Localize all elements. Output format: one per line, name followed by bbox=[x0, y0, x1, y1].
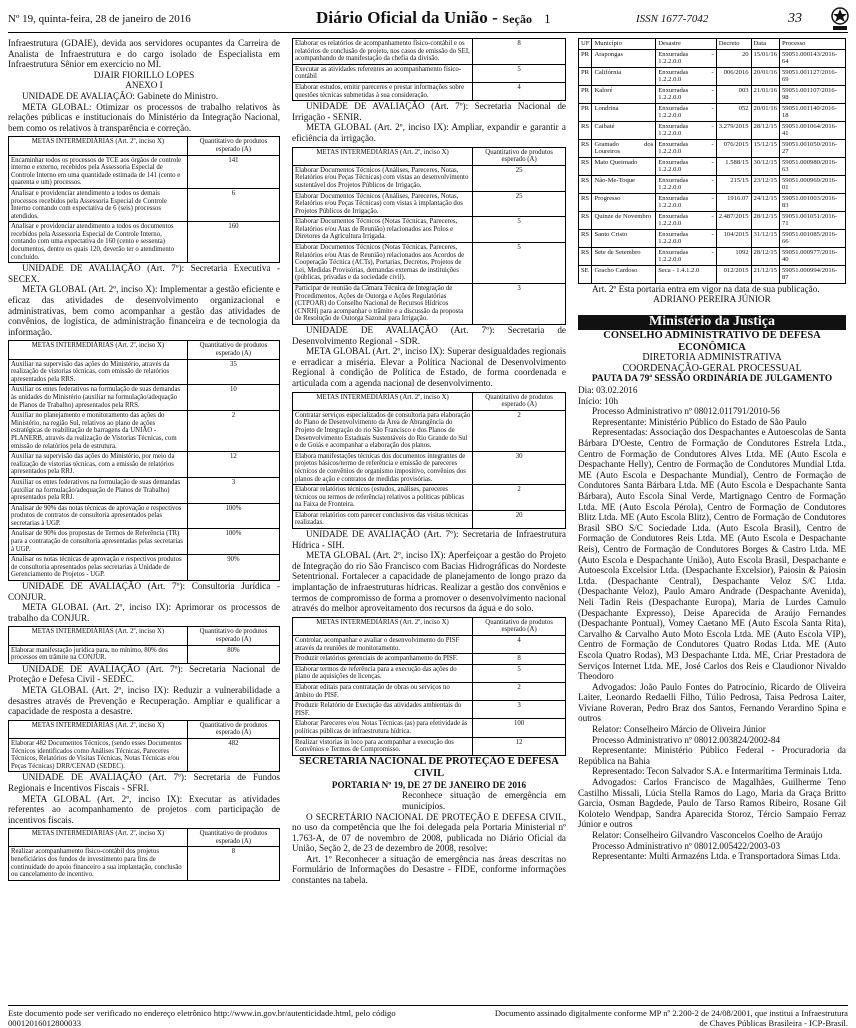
table-row bbox=[9, 411, 280, 452]
column-header: Processo bbox=[780, 39, 846, 50]
municipality-cell: Não-Me-Toque bbox=[592, 175, 656, 193]
state-cell: RS bbox=[579, 139, 592, 157]
qty-header: Quantitativo de produtos esperado (A) bbox=[187, 627, 279, 645]
process-representative: Representante: Ministério Público Federal - Procuradoria da República na Bahia bbox=[578, 745, 846, 766]
decree-cell: 006/2016 bbox=[716, 67, 751, 85]
portaria-article-2: Art. 2º Esta portaria entra em vigor na data de sua publicação. bbox=[592, 283, 820, 294]
decree-cell: 20 bbox=[716, 49, 751, 67]
goal-quantity: 3 bbox=[187, 477, 279, 503]
table-row bbox=[579, 121, 846, 139]
portaria-ementa: Reconhece situação de emergência em municípios. bbox=[402, 790, 566, 811]
issue-date: Nº 19, quinta-feira, 28 de janeiro de 2016 bbox=[8, 13, 191, 25]
qty-header: Quantitativo de produtos esperado (A) bbox=[473, 392, 566, 410]
verification-note: Este documento pode ser verificado no endereço eletrônico http://www.in.gov.br/autenticidade.html, pelo código 00012016012800033 bbox=[8, 1008, 396, 1028]
table-row bbox=[9, 847, 280, 880]
goals-header: METAS INTERMEDIÁRIAS (Art. 2º, inciso X) bbox=[9, 627, 188, 645]
unit-goal: META GLOBAL (Art. 2º, inciso X): Implementar a gestão eficiente e eficaz das atividades de desenvolvimento organizacional e administrativas, bem como acompanhar a gestão das atividades de convênios, de logística, de administração financeira e de tecnologia da informação. bbox=[8, 284, 280, 337]
disaster-cell: Enxurradas - 1.2.2.0.0 bbox=[656, 67, 716, 85]
goal-quantity: 482 bbox=[187, 738, 279, 771]
process-number: Processo Administrativo nº 08012.005422/2003-03 bbox=[592, 840, 781, 851]
goal-description: Encaminhar todos os processos de TCE aos órgãos de controle interno e externo, recebidos pela Assessoria Especial de Controle Interno em uma quantidade estimada de 141 (cento e quarenta e um) processos. bbox=[9, 155, 188, 188]
column-header: Desastre bbox=[656, 39, 716, 50]
decree-cell: 012/2015 bbox=[716, 265, 751, 283]
goal-quantity: 20 bbox=[473, 510, 566, 528]
decree-cell: 1916.07 bbox=[716, 193, 751, 211]
decree-cell: 076/2015 bbox=[716, 139, 751, 157]
date-cell: 30/12/15 bbox=[751, 157, 779, 175]
goal-quantity: 90% bbox=[187, 555, 279, 581]
table-row bbox=[579, 211, 846, 229]
qty-header: Quantitativo de produtos esperado (A) bbox=[187, 137, 279, 155]
state-cell: RS bbox=[579, 193, 592, 211]
municipality-cell: Califórnia bbox=[592, 67, 656, 85]
table-row bbox=[293, 636, 566, 654]
qty-header: Quantitativo de produtos esperado (A) bbox=[187, 341, 279, 359]
process-cell: 59051.000977/2016-40 bbox=[780, 247, 846, 265]
disaster-cell: Enxurradas - 1.2.2.0.0 bbox=[656, 175, 716, 193]
municipality-cell: Santo Cristo bbox=[592, 229, 656, 247]
goal-quantity: 8 bbox=[187, 847, 279, 880]
process-cell: 59051.001064/2016-41 bbox=[780, 121, 846, 139]
table-row bbox=[293, 701, 566, 719]
table-row bbox=[293, 64, 566, 82]
goals-header: METAS INTERMEDIÁRIAS (Art. 2º, inciso X) bbox=[293, 617, 473, 635]
goal-description: Auxiliar os entes federativos na formulação de suas demandas (auxiliar na formulação/adequação de Planos de Trabalho) apresentados pela RRJ. bbox=[9, 477, 188, 503]
decree-cell: 3.279/2015 bbox=[716, 121, 751, 139]
disaster-cell: Enxurradas - 1.2.2.0.0 bbox=[656, 211, 716, 229]
goal-description: Elaborar relatórios técnicos (estudos, análises, pareceres técnicos ou termos de referência) relativos a políticas públicas na Faixa de Fronteira. bbox=[293, 485, 473, 511]
process-rapporteur: Relator: Conselheiro Gilvandro Vasconcelos Coelho de Araújo bbox=[592, 830, 823, 840]
goal-quantity: 2 bbox=[473, 410, 566, 451]
table-row bbox=[293, 510, 566, 528]
goal-quantity: 25 bbox=[473, 191, 566, 217]
state-cell: RS bbox=[579, 247, 592, 265]
state-cell: PR bbox=[579, 67, 592, 85]
decree-cell: 003 bbox=[716, 85, 751, 103]
column-header: Data bbox=[751, 39, 779, 50]
date-cell: 21/12/15 bbox=[751, 265, 779, 283]
goal-quantity: 3 bbox=[473, 284, 566, 325]
table-row bbox=[579, 67, 846, 85]
session-date: Dia: 03.02.2016 bbox=[578, 385, 638, 396]
process-cell: 59051.000969/2016-01 bbox=[780, 175, 846, 193]
qty-header: Quantitativo de produtos esperado (A) bbox=[473, 617, 566, 635]
unit-title: UNIDADE DE AVALIAÇÃO: Gabinete do Ministro. bbox=[22, 90, 219, 101]
table-row bbox=[293, 682, 566, 700]
secretariat-title: SECRETARIA NACIONAL DE PROTEÇÃO E DEFESA CIVIL bbox=[299, 755, 559, 779]
date-cell: 20/01/16 bbox=[751, 67, 779, 85]
goal-quantity: 6 bbox=[187, 188, 279, 221]
date-cell: 24/12/15 bbox=[751, 193, 779, 211]
state-cell: RS bbox=[579, 229, 592, 247]
goal-description: Analisar e providenciar atendimento a todos os documentos recebidos pela Assessoria Especial de Controle Interno, contando com uma expectativa de 160 (cento e sessenta) documentos, dentre os quais 120, deverão ter o atendimento concluído. bbox=[9, 222, 188, 263]
goals-header: METAS INTERMEDIÁRIAS (Art. 2º, inciso X) bbox=[293, 392, 473, 410]
goals-header: METAS INTERMEDIÁRIAS (Art. 2º, inciso X) bbox=[9, 829, 188, 847]
municipality-cell: Arapongas bbox=[592, 49, 656, 67]
goal-quantity: 100% bbox=[187, 503, 279, 529]
process-cell: 59051.000143/2016-64 bbox=[780, 49, 846, 67]
goal-description: Analisar os notas técnicas de aprovação e respectivos produtos de consultoria apresentados pelas secretarias à Unidade de Gerenciamento de Projetos - UGP. bbox=[9, 555, 188, 581]
goals-table-continued bbox=[292, 38, 566, 101]
state-cell: RS bbox=[579, 121, 592, 139]
table-row bbox=[9, 503, 280, 529]
goal-description: Contratar serviços especializados de consultoria para elaboração do Plano de Desenvolvimento da Área de Abrangência do Projeto de Integração do rio São Francisco e dos Planos de Desenvolvimento Estaduais Sustentáveis do Rio Grande do Sul e de Goiás e acompanhar a elaboração dos planos. bbox=[293, 410, 473, 451]
org-coordination: COORDENAÇÃO-GERAL PROCESSUAL bbox=[622, 362, 802, 374]
goal-description: Produzir relatórios gerenciais de acompanhamento do PISF. bbox=[293, 654, 473, 665]
signer-name: DJAIR FIORILLO LOPES bbox=[93, 69, 195, 80]
date-cell: 28/12/15 bbox=[751, 121, 779, 139]
table-row bbox=[293, 410, 566, 451]
process-represented: Representadas: Associação dos Despachantes e Autoescolas de Santa Bárbara D'Oeste, Centro de Formação de Condutores Estrela Ltda., Centro de Formação de Condutores Alves Ltda. ME (Auto Escola e Despachante Helly), Centro de Formação de Condutores Mundial Ltda. ME (Auto Escola e Despachante Mundial), Centro de Formação de Condutores Santa Bárbara Ltda. ME (Auto Escola e Despachante Santa Bárbara), Auto Escola Sinal Verde, Martignago Centro de Formação Ltda. ME (Auto Escola Pérola), Centro de Formação de Condutores Blitz Ltda. ME (Auto Escola Blitz), Centro de Formação de Condutores Brasil SBO S/C Sociedade Ltda. (Auto Escola Brasil), Centro de Formação de Condutores Reis Ltda. ME (Auto Escola e Despachante Reis), Centro de Formação de Condutores Borges & Castro Ltda. ME (Auto Escola e Despachante União), Auto Escola Brasil, Despachante e Autoescola Excelsior Ltda. (Despachante Excelsior), Paiosin & Paiosin Ltda. (Despachante Central), Despachante Veloz S/C Ltda. (Despachante Veloz), Paulo Amaro Andrade (Despachante Avenida), Neli Tadin Reis (Despachante Europa), Maria de Lurdes Camulo (Despachante Expresso), Deise Aparecida de Araújo Fernandes (Despachante Pontual), Vomey Caetano ME (Auto Escola Santa Rita), Carvalho & Carvalho Auto Moto Escola Ltda. ME (Auto Escola VIP), Centro de Formação de Condutores Quatro Rodas Ltda. ME (Auto Escola Quatro Rodas), M3 Despachante Ltda. ME, Criar Prestadora de Serviços Internet Ltda. ME, José Carlos dos Reis e Claudionor Nivaldo Theodoro bbox=[578, 427, 846, 682]
table-row bbox=[9, 477, 280, 503]
municipality-cell: Caibaté bbox=[592, 121, 656, 139]
goal-quantity: 2 bbox=[187, 411, 279, 452]
emergency-table bbox=[578, 38, 846, 284]
page-number: 33 bbox=[788, 11, 802, 26]
state-cell: RS bbox=[579, 157, 592, 175]
table-row bbox=[579, 139, 846, 157]
goal-description: Participar de reunião da Câmara Técnica de Integração de Procedimentos, Ações de Outorga e Ações Regulatórias (CTPOAR) do Conselho Nacional de Recursos Hídricos (CNRH) para acompanhar o trâmite e a discussão da proposta de Resolução de Outorga Sazonal para Irrigação. bbox=[293, 284, 473, 325]
table-row bbox=[9, 385, 280, 411]
goals-header: METAS INTERMEDIÁRIAS (Art. 2º, inciso X) bbox=[293, 147, 473, 165]
goal-quantity: 3 bbox=[473, 701, 566, 719]
goal-quantity: 5 bbox=[473, 217, 566, 243]
unit-goal: META GLOBAL (Art. 2º, inciso IX): Superar desigualdades regionais e erradicar a miséria. Elevar a Política Nacional de Desenvolvimento Regional à condição de Política de Estado, de forma coordenada e articulada com a agenda nacional de desenvolvimento. bbox=[292, 346, 566, 388]
portaria-article-1: Art. 1º Reconhecer a situação de emergência nas áreas descritas no Formulário de Informações do Desastre - FIDE, conforme informações constantes na tabela. bbox=[292, 853, 566, 886]
date-cell: 15/01/16 bbox=[751, 49, 779, 67]
qty-header: Quantitativo de produtos esperado (A) bbox=[187, 720, 279, 738]
column-header: Município bbox=[592, 39, 656, 50]
table-row bbox=[293, 664, 566, 682]
table-row bbox=[9, 222, 280, 263]
goal-description: Elaborar manifestação jurídica para, no mínimo, 80% dos processos em trâmite na CONJUR. bbox=[9, 645, 188, 663]
goal-quantity: 35 bbox=[187, 359, 279, 385]
goals-header: METAS INTERMEDIÁRIAS (Art. 2º, inciso X) bbox=[9, 137, 188, 155]
unit-title: UNIDADE DE AVALIAÇÃO (Art. 7º): Secretaria de Desenvolvimento Regional - SDR. bbox=[292, 325, 566, 346]
column-1 bbox=[8, 38, 280, 881]
goal-description: Executar as atividades referentes ao acompanhamento físico-contábil bbox=[293, 64, 473, 82]
process-represented: Representado: Tecon Salvador S.A. e Intermarítima Terminais Ltda. bbox=[592, 766, 842, 777]
goal-description: Elaborar Documentos Técnicos (Análises, Pareceres, Notas, Relatórios e/ou Peças Técnicas) com vistas ao desenvolvimento sustentável dos Projetos Públicos de Irrigação. bbox=[293, 165, 473, 191]
goal-description: Elaborar Pareceres e/ou Notas Técnicas (as) para efetividade às políticas públicas de infraestrutura hídrica. bbox=[293, 719, 473, 737]
table-row bbox=[9, 359, 280, 385]
table-row bbox=[293, 451, 566, 484]
process-cell: 59051.000980/2016-63 bbox=[780, 157, 846, 175]
process-cell: 59051.001127/2016-69 bbox=[780, 67, 846, 85]
municipality-cell: Sete de Setembro bbox=[592, 247, 656, 265]
table-row bbox=[9, 188, 280, 221]
decree-cell: 1092 bbox=[716, 247, 751, 265]
org-directorate: DIRETORIA ADMINISTRATIVA bbox=[642, 352, 782, 364]
goal-quantity: 5 bbox=[473, 243, 566, 284]
portaria-title: PORTARIA Nº 19, DE 27 DE JANEIRO DE 2016 bbox=[331, 779, 527, 790]
table-row bbox=[293, 39, 566, 65]
municipality-cell: Quinze de Novembro bbox=[592, 211, 656, 229]
disaster-cell: Enxurradas - 1.2.2.0.0 bbox=[656, 103, 716, 121]
disaster-cell: Enxurradas - 1.2.2.0.0 bbox=[656, 49, 716, 67]
org-title: CONSELHO ADMINISTRATIVO DE DEFESA ECONÔMICA bbox=[603, 330, 821, 353]
process-representative: Representante: Ministério Público do Estado de São Paulo bbox=[592, 416, 807, 427]
process-number: Processo Administrativo nº 08012.003824/2002-84 bbox=[592, 734, 781, 745]
goal-description: Auxiliar na supervisão das ações do Ministério, através da realização de vistorias técnicas, com emissão de relatórios apresentados pela RRS. bbox=[9, 359, 188, 385]
goals-table bbox=[8, 136, 280, 263]
unit-goal: META GLOBAL (Art. 2º, inciso IX): Aperfeiçoar a gestão do Projeto de Integração do rio São Francisco com Bacias Hidrográficas do Nordeste Setentrional. Fortalecer a capacidade de planejamento de longo prazo da implantação de infraestruturas hídricas. Realizar a gestão dos convênios e termos de compromisso de forma a promover o desenvolvimento nacional através do melhor aproveitamento dos recursos da água e do solo. bbox=[292, 550, 566, 614]
goal-description: Elaborar termos de referência para a execução das ações do plano de aquisições de licenças. bbox=[293, 664, 473, 682]
goal-quantity: 4 bbox=[473, 636, 566, 654]
qty-header: Quantitativo de produtos esperado (A) bbox=[473, 147, 566, 165]
municipality-cell: Gracho Cardoso bbox=[592, 265, 656, 283]
column-header: UF bbox=[579, 39, 592, 50]
goal-quantity: 30 bbox=[473, 451, 566, 484]
unit-goal: META GLOBAL (Art. 2º, inciso IX): Aprimorar os processos de trabalho da CONJUR. bbox=[8, 602, 280, 623]
date-cell: 31/12/15 bbox=[751, 229, 779, 247]
decree-cell: 052 bbox=[716, 103, 751, 121]
goal-description: Elabora manifestações técnicas dos documentos integrantes de projetos básicos/termo de referência e emissão de pareceres técnicos de convênios de organismo impositivo, convênios dos planos de ação e contratos de medidas provisórias. bbox=[293, 451, 473, 484]
unit-title: UNIDADE DE AVALIAÇÃO (Art. 7º): Secretaria de Infraestrutura Hídrica - SIH. bbox=[292, 529, 566, 550]
table-row bbox=[579, 265, 846, 283]
municipality-cell: Progresso bbox=[592, 193, 656, 211]
goals-table bbox=[8, 720, 280, 773]
goal-quantity: 2 bbox=[473, 485, 566, 511]
decree-cell: 1.588/15 bbox=[716, 157, 751, 175]
table-row bbox=[9, 155, 280, 188]
page-footer bbox=[8, 1005, 848, 1028]
process-cell: 59051.001085/2016-66 bbox=[780, 229, 846, 247]
table-row bbox=[9, 645, 280, 663]
process-cell: 59051.001051/2016-71 bbox=[780, 211, 846, 229]
table-row bbox=[293, 165, 566, 191]
digital-signature-note: Documento assinado digitalmente conforme MP nº 2.200-2 de 24/08/2001, que institui a Infraestrutura de Chaves Públicas Brasileira - ICP-Brasil. bbox=[494, 1008, 848, 1028]
table-row bbox=[9, 738, 280, 771]
unit-title: UNIDADE DE AVALIAÇÃO (Art. 7º): Secretaria de Fundos Regionais e Incentivos Fiscais - SFRI. bbox=[8, 772, 280, 793]
goal-description: Elaborar 482 Documentos Técnicos, (sendo esses Documentos Técnicos identificados como Análises Técnicas, Pareceres Técnicos, Relatórios de Visitas Técnicas, Notas Técnicas e/ou Peças Técnicas) DRR/CENAD (SEDEC). bbox=[9, 738, 188, 771]
unit-goal: META GLOBAL (Art. 2º, inciso IX): Ampliar, expandir e garantir a eficiência da irrigação. bbox=[292, 122, 566, 143]
municipality-cell: Kaloré bbox=[592, 85, 656, 103]
state-cell: PR bbox=[579, 103, 592, 121]
goal-description: Elaborar Documentos Técnicos (Notas Técnicas, Pareceres, Relatórios e/ou Atas de Reunião) relacionados aos Polos e Diretores da Agricultura Irrigada. bbox=[293, 217, 473, 243]
ministry-banner: Ministério da Justiça bbox=[578, 315, 846, 331]
unit-goal: META GLOBAL: Otimizar os processos de trabalho relativos às relações públicas e institucionais do Ministério da Integração Nacional, bem como os relativos à transparência e correção. bbox=[8, 101, 280, 133]
goal-quantity: 4 bbox=[473, 82, 566, 100]
table-row bbox=[9, 529, 280, 555]
disaster-cell: Seca - 1.4.1.2.0 bbox=[656, 265, 716, 283]
goal-quantity: 100 bbox=[473, 719, 566, 737]
table-row bbox=[293, 485, 566, 511]
municipality-cell: Mato Queimado bbox=[592, 157, 656, 175]
goals-table bbox=[292, 617, 566, 756]
goal-description: Elaborar editais para contratação de obras ou serviços no âmbito do PISF. bbox=[293, 682, 473, 700]
qty-header: Quantitativo de produtos esperado (A) bbox=[187, 829, 279, 847]
publication-title bbox=[316, 8, 551, 28]
column-2 bbox=[292, 38, 566, 886]
goal-description: Elaborar estudos, emitir pareceres e prestar informações sobre questões técnicas submetidas à sua consideração. bbox=[293, 82, 473, 100]
table-row bbox=[579, 175, 846, 193]
goal-description: Auxiliar no planejamento e monitoramento das ações do Ministério, na região Sul, relativos ao plano de ações estratégicas de reabilitação de barragens da UNIÃO - PLANERB, através da realização de Vistorias Técnicas, com emissão de relatórios pela de estrutura. bbox=[9, 411, 188, 452]
goal-quantity: 12 bbox=[187, 452, 279, 478]
goal-quantity: 2 bbox=[473, 682, 566, 700]
goal-quantity: 100% bbox=[187, 529, 279, 555]
process-lawyers: Advogados: João Paulo Fontes do Patrocínio, Ricardo de Oliveira Laiter, Leonardo Redaelli Filho, Túlio Pedrosa, Taisa Pedrosa Laiter, Viviane Roveran, Pedro Braz dos Santos, Fernando Verardino Spina e outros bbox=[578, 681, 846, 724]
goal-description: Analisar de 90% dos propostas de Termos de Referência (TR) para a contratação de consultoria apresentadas pelas secretarias à UGP. bbox=[9, 529, 188, 555]
municipality-cell: Gramado dos Loureiros bbox=[592, 139, 656, 157]
column-3 bbox=[578, 38, 846, 862]
disaster-cell: Enxurradas - 1.2.2.0.0 bbox=[656, 193, 716, 211]
date-cell: 20/01/16 bbox=[751, 103, 779, 121]
municipality-cell: Londrina bbox=[592, 103, 656, 121]
table-row bbox=[579, 157, 846, 175]
goal-quantity: 25 bbox=[473, 165, 566, 191]
unit-title: UNIDADE DE AVALIAÇÃO (Art. 7º): Consultoria Jurídica - CONJUR. bbox=[8, 581, 280, 602]
table-row bbox=[293, 719, 566, 737]
process-representative: Representante: Multi Armazéns Ltda. e Transportadora Simas Ltda. bbox=[592, 851, 841, 862]
state-cell: PR bbox=[579, 85, 592, 103]
issn: ISSN 1677-7042 bbox=[636, 13, 709, 25]
disaster-cell: Enxurradas - 1.2.2.0.0 bbox=[656, 85, 716, 103]
goal-quantity: 8 bbox=[473, 654, 566, 665]
table-row bbox=[579, 229, 846, 247]
process-lawyers: Advogados: Carlos Francisco de Magalhães, Guilherme Teno Castilho Missali, Lúcia Stella Ramos do Lago, Maria da Graça Britto Garcia, Osman Bagdede, Paulo de Tarso Ramos Ribeiro, Rosane Gil Kolotelo Wendpap, Sandra Aparecida Storoz, Tércio Sampaio Ferraz Júnior e outros bbox=[578, 777, 846, 830]
table-row bbox=[293, 284, 566, 325]
goal-quantity: 141 bbox=[187, 155, 279, 188]
process-cell: 59051.001140/2016-18 bbox=[780, 103, 846, 121]
section-label: Seção bbox=[502, 12, 533, 26]
unit-title: UNIDADE DE AVALIAÇÃO (Art. 7º): Secretaria Executiva - SECEX. bbox=[8, 263, 280, 284]
table-row bbox=[9, 555, 280, 581]
unit-title: UNIDADE DE AVALIAÇÃO (Art. 7º): Secretaria Nacional de Irrigação - SENIR. bbox=[292, 101, 566, 122]
goal-quantity: 5 bbox=[473, 64, 566, 82]
table-row bbox=[579, 85, 846, 103]
table-row bbox=[293, 191, 566, 217]
column-header: Decreto bbox=[716, 39, 751, 50]
process-cell: 59051.000994/2016-87 bbox=[780, 265, 846, 283]
disaster-cell: Enxurradas - 1.2.2.0.0 bbox=[656, 247, 716, 265]
goal-description: Produzir Relatório de Execução das atividades ambientais do PISF. bbox=[293, 701, 473, 719]
unit-title: UNIDADE DE AVALIAÇÃO (Art. 7º): Secretaria Nacional de Proteção e Defesa Civil - SEDEC. bbox=[8, 663, 280, 685]
process-rapporteur: Relator: Conselheiro Márcio de Oliveira Júnior bbox=[592, 724, 766, 735]
goal-description: Elaborar Documentos Técnicos (Análises, Pareceres, Notas, Relatórios e/ou Peças Técnicas) com vistas à implantação dos Projetos Públicos de Irrigação. bbox=[293, 191, 473, 217]
goals-table bbox=[8, 828, 280, 881]
pauta-title: PAUTA DA 79ª SESSÃO ORDINÁRIA DE JULGAMENTO bbox=[591, 374, 833, 385]
goals-table bbox=[292, 147, 566, 325]
table-row bbox=[293, 82, 566, 100]
goal-description: Realizar acompanhamento físico-contábil dos projetos beneficiários dos fundos de investimento para fins de continuidade do apoio financeiro a sua implantação, conclusão ou cancelamento de incentivo. bbox=[9, 847, 188, 880]
table-row bbox=[293, 217, 566, 243]
date-cell: 15/12/15 bbox=[751, 139, 779, 157]
decree-cell: 215/15 bbox=[716, 175, 751, 193]
goal-description: Elaborar os relatórios de acompanhamento físico-contábil e os relatórios de conclusão de projeto, nos casos de emissão do SEI, acompanhando de manifestação da chefia da divisão. bbox=[293, 39, 473, 65]
section-number: 1 bbox=[544, 11, 551, 26]
coat-of-arms-icon bbox=[830, 6, 850, 32]
goals-header: METAS INTERMEDIÁRIAS (Art. 2º, inciso X) bbox=[9, 720, 188, 738]
process-number: Processo Administrativo nº 08012.011791/2010-56 bbox=[592, 406, 780, 417]
date-cell: 21/01/16 bbox=[751, 85, 779, 103]
table-row bbox=[579, 247, 846, 265]
table-row bbox=[579, 49, 846, 67]
table-row bbox=[293, 737, 566, 755]
state-cell: RS bbox=[579, 175, 592, 193]
intro-paragraph: Infraestrutura (GDAIE), devida aos servidores ocupantes da Carreira de Analista de Infraestrutura e do cargo isolado de Especialista em Infraestrutura Sênior em exercício no MI. bbox=[8, 38, 280, 70]
disaster-cell: Enxurradas - 1.2.2.0.0 bbox=[656, 157, 716, 175]
table-row bbox=[579, 103, 846, 121]
goals-header: METAS INTERMEDIÁRIAS (Art. 2º, inciso X) bbox=[9, 341, 188, 359]
goal-description: Analisar de 90% das notas técnicas de aprovação e respectivos produtos de contratos de consultoria apresentados pelas secretarias à UGP. bbox=[9, 503, 188, 529]
goal-quantity: 8 bbox=[473, 39, 566, 65]
goals-table bbox=[292, 392, 566, 530]
goal-description: Auxiliar os entes federativos na formulação de suas demandas às unidades do Ministério (auxiliar na formulação/adequação de Planos de Trabalho) apresentados pela RRS. bbox=[9, 385, 188, 411]
table-row bbox=[293, 243, 566, 284]
state-cell: RS bbox=[579, 211, 592, 229]
page-header bbox=[8, 8, 848, 33]
unit-goal: META GLOBAL (Art. 2º, inciso IX): Executar as atividades referentes ao acompanhamento de projetos com participação de incentivos fiscais. bbox=[8, 793, 280, 825]
disaster-cell: Enxurradas - 1.2.2.0.0 bbox=[656, 139, 716, 157]
title-text: Diário Oficial da União - bbox=[316, 8, 498, 27]
date-cell: 28/12/15 bbox=[751, 247, 779, 265]
disaster-cell: Enxurradas - 1.2.2.0.0 bbox=[656, 121, 716, 139]
table-row bbox=[9, 452, 280, 478]
goal-quantity: 10 bbox=[187, 385, 279, 411]
disaster-cell: Enxurradas - 1.2.2.0.0 bbox=[656, 229, 716, 247]
state-cell: PR bbox=[579, 49, 592, 67]
annex-title: ANEXO I bbox=[125, 80, 163, 91]
decree-cell: 104/2015 bbox=[716, 229, 751, 247]
process-cell: 59051.001050/2016-27 bbox=[780, 139, 846, 157]
portaria-body: O SECRETÁRIO NACIONAL DE PROTEÇÃO E DEFESA CIVIL, no uso da competência que lhe foi delegada pela Portaria Ministerial nº 1.763-A, de 07 de novembro de 2008, publicada no Diário Oficial da União, Seção 2, de 23 de dezembro de 2008, resolve: bbox=[292, 811, 566, 854]
goal-description: Analisar e providenciar atendimento a todos os demais processos recebidos pela Assessoria Especial de Controle Interno contando com expectativa de 6 (seis) processos atendidos. bbox=[9, 188, 188, 221]
goal-description: Controlar, acompanhar e avaliar o desenvolvimento do PISF através da reuniões de monitoramento. bbox=[293, 636, 473, 654]
goals-table bbox=[8, 626, 280, 663]
goal-quantity: 5 bbox=[473, 664, 566, 682]
goals-table bbox=[8, 340, 280, 581]
goal-description: Realizar vistorias in loco para acompanhar a execução dos Convênios e Termos de Compromisso. bbox=[293, 737, 473, 755]
table-row bbox=[293, 654, 566, 665]
table-row bbox=[579, 193, 846, 211]
table-header-row bbox=[579, 39, 846, 50]
process-cell: 59051.001003/2016-83 bbox=[780, 193, 846, 211]
signer-name: ADRIANO PEREIRA JÚNIOR bbox=[653, 294, 771, 305]
goal-quantity: 12 bbox=[473, 737, 566, 755]
state-cell: SE bbox=[579, 265, 592, 283]
date-cell: 23/12/15 bbox=[751, 175, 779, 193]
process-cell: 59051.001107/2016-98 bbox=[780, 85, 846, 103]
date-cell: 28/12/15 bbox=[751, 211, 779, 229]
decree-cell: 2.487/2015 bbox=[716, 211, 751, 229]
goal-description: Auxiliar na supervisão das ações do Ministério, por meio da realização de vistorias técnicas, com a emissão de relatórios apresentados pela RRJ. bbox=[9, 452, 188, 478]
goal-description: Elaborar relatórios com parecer conclusivos das visitas técnicas realizadas. bbox=[293, 510, 473, 528]
goal-description: Elaborar Documentos Técnicos (Notas Técnicas, Pareceres, Relatórios e/ou Atas de Reunião) relacionados aos Acordos de Cooperação Técnica (ACTs), Portarias, Decretos, Projetos de Lei, Medidas Provisórias, demandas externas de instituições (públicas, privadas e da sociedade civil). bbox=[293, 243, 473, 284]
goal-quantity: 80% bbox=[187, 645, 279, 663]
session-start: Início: 10h bbox=[578, 395, 619, 406]
unit-goal: META GLOBAL (Art. 2º, inciso IX): Reduzir a vulnerabilidade a desastres através de Prevenção e Recuperação. Ampliar e qualificar a capacidade de resposta a desastre. bbox=[8, 684, 280, 717]
goal-quantity: 160 bbox=[187, 222, 279, 263]
